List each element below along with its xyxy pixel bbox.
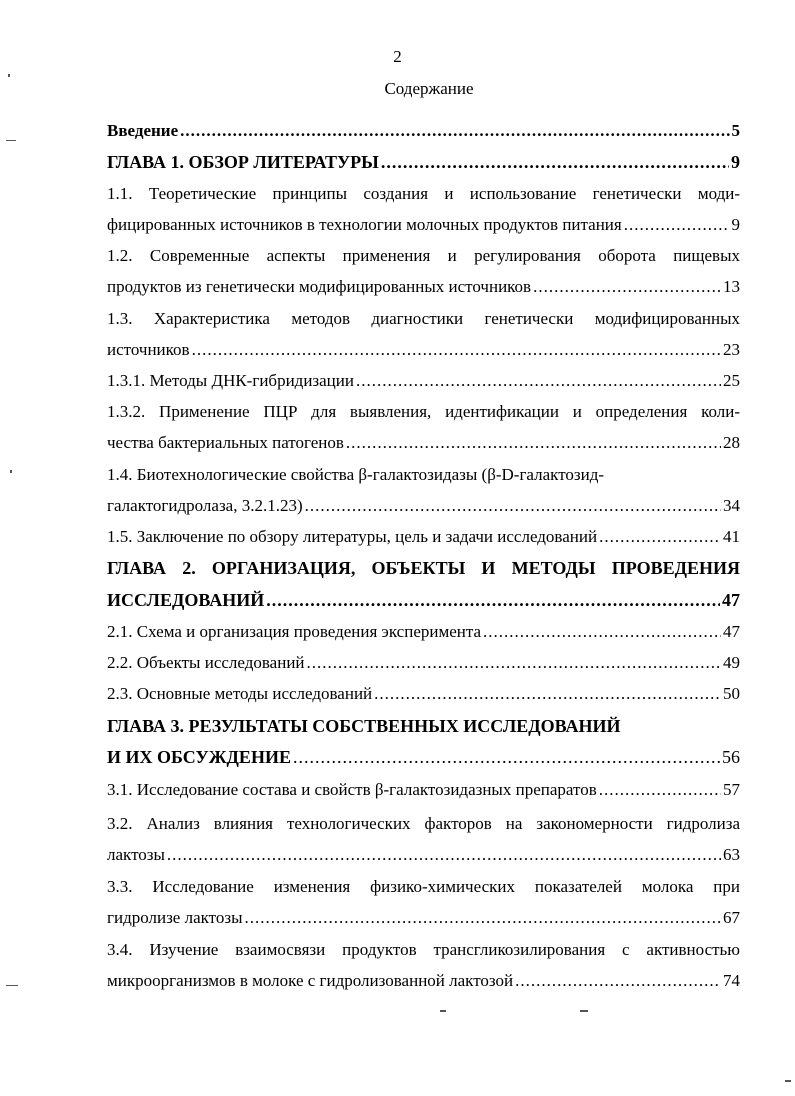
toc-entry-line: 1.3. Характеристика методов диагностики генетически модифицированных [107, 309, 740, 328]
toc-entry-line: 3.3. Исследование изменения физико-химических показателей молока при [107, 877, 740, 896]
toc-entry-page: 41 [723, 527, 740, 546]
toc-entry-1-3-cont [107, 339, 740, 361]
toc-entry-1-4 [107, 464, 740, 486]
scan-speck [785, 1080, 791, 1082]
toc-entry-label: Введение [107, 121, 179, 140]
toc-entry-1-3-2 [107, 401, 740, 423]
toc-entry-chapter-2 [107, 557, 740, 579]
toc-entry-1-5 [107, 526, 740, 548]
scan-speck [8, 74, 10, 77]
toc-entry-page: 25 [723, 371, 740, 390]
toc-entry-label: 1.3.1. Методы ДНК-гибридизации [107, 371, 354, 390]
toc-entry-page: 63 [723, 845, 740, 864]
toc-entry-1-2 [107, 245, 740, 267]
toc-entry-label: продуктов из генетически модифицированных источников [107, 277, 532, 296]
toc-entry-label: ГЛАВА 1. ОБЗОР ЛИТЕРАТУРЫ [107, 152, 379, 172]
toc-entry-label: 2.2. Объекты исследований [107, 653, 305, 672]
scan-speck [6, 140, 16, 141]
toc-entry-3-3 [107, 876, 740, 898]
toc-entry-page: 50 [723, 684, 740, 703]
toc-entry-label: микроорганизмов в молоке с гидролизованной лактозой [107, 971, 514, 990]
scan-speck [580, 1010, 588, 1012]
toc-entry-line: ГЛАВА 3. РЕЗУЛЬТАТЫ СОБСТВЕННЫХ ИССЛЕДОВАНИЙ [107, 716, 621, 736]
toc-entry-1-4-cont [107, 495, 740, 517]
scan-speck [440, 1010, 446, 1012]
scan-speck [6, 985, 18, 986]
page-title: Содержание [384, 79, 474, 98]
toc-entry-label: 2.3. Основные методы исследований [107, 684, 373, 703]
toc-entry-line: 1.4. Биотехнологические свойства β-галактозидазы (β-D-галактозид- [107, 465, 605, 484]
toc-entry-page: 67 [723, 908, 740, 927]
toc-entry-label: 2.1. Схема и организация проведения эксперимента [107, 622, 482, 641]
toc-entry-2-1 [107, 621, 740, 643]
toc-entry-1-1-cont [107, 214, 740, 236]
toc-entry-line: 3.2. Анализ влияния технологических факторов на закономерности гидролиза [107, 814, 740, 833]
scan-speck [10, 470, 12, 473]
toc-entry-3-4-cont [107, 970, 740, 992]
toc-entry-label: лактозы [107, 845, 165, 864]
toc-entry-line: 1.3.2. Применение ПЦР для выявления, идентификации и определения коли- [107, 402, 740, 421]
toc-entry-1-3-2-cont [107, 432, 740, 454]
toc-entry-2-3 [107, 683, 740, 705]
toc-entry-chapter-3-cont [107, 746, 740, 768]
toc-entry-page: 47 [723, 622, 740, 641]
toc-entry-label: ИССЛЕДОВАНИЙ [107, 590, 265, 610]
toc-entry-3-3-cont [107, 907, 740, 929]
toc-entry-line: 3.4. Изучение взаимосвязи продуктов трансгликозилирования с активностью [107, 940, 740, 959]
toc-entry-page: 74 [723, 971, 740, 990]
toc-entry-chapter-1 [107, 151, 740, 173]
toc-entry-page: 9 [731, 215, 740, 234]
toc-entry-introduction [107, 120, 740, 142]
toc-entry-label: фицированных источников в технологии молочных продуктов питания [107, 215, 622, 234]
toc-entry-page: 47 [722, 590, 740, 610]
toc-entry-chapter-3 [107, 715, 740, 737]
toc-entry-page: 28 [723, 433, 740, 452]
toc-entry-label: гидролизе лактозы [107, 908, 243, 927]
toc-entry-3-1 [107, 779, 740, 801]
toc-entry-line: 1.2. Современные аспекты применения и регулирования оборота пищевых [107, 246, 740, 265]
toc-entry-1-3-1 [107, 370, 740, 392]
toc-entry-1-2-cont [107, 276, 740, 298]
toc-entry-chapter-2-cont [107, 589, 740, 611]
toc-entry-page: 49 [723, 653, 740, 672]
toc-entry-line: ГЛАВА 2. ОРГАНИЗАЦИЯ, ОБЪЕКТЫ И МЕТОДЫ ПРОВЕДЕНИЯ [107, 558, 740, 578]
toc-entry-page: 9 [731, 152, 740, 172]
toc-entry-page: 5 [731, 121, 740, 140]
toc-entry-label: источников [107, 340, 190, 359]
toc-entry-3-2-cont [107, 844, 740, 866]
toc-entry-label: И ИХ ОБСУЖДЕНИЕ [107, 747, 291, 767]
toc-entry-page: 56 [722, 747, 740, 767]
toc-entry-label: галактогидролаза, 3.2.1.23) [107, 496, 303, 515]
toc-entry-label: 1.5. Заключение по обзору литературы, цель и задачи исследований [107, 527, 598, 546]
toc-entry-3-2 [107, 813, 740, 835]
page-number: 2 [393, 47, 402, 66]
toc-entry-2-2 [107, 652, 740, 674]
toc-entry-1-3 [107, 308, 740, 330]
toc-entry-page: 13 [723, 277, 740, 296]
toc-entry-1-1 [107, 183, 740, 205]
toc-entry-3-4 [107, 939, 740, 961]
toc-entry-page: 23 [723, 340, 740, 359]
toc-entry-label: чества бактериальных патогенов [107, 433, 344, 452]
toc-entry-page: 34 [723, 496, 740, 515]
toc-entry-label: 3.1. Исследование состава и свойств β-галактозидазных препаратов [107, 780, 597, 799]
toc-entry-page: 57 [723, 780, 740, 799]
toc-entry-line: 1.1. Теоретические принципы создания и использование генетически моди- [107, 184, 740, 203]
